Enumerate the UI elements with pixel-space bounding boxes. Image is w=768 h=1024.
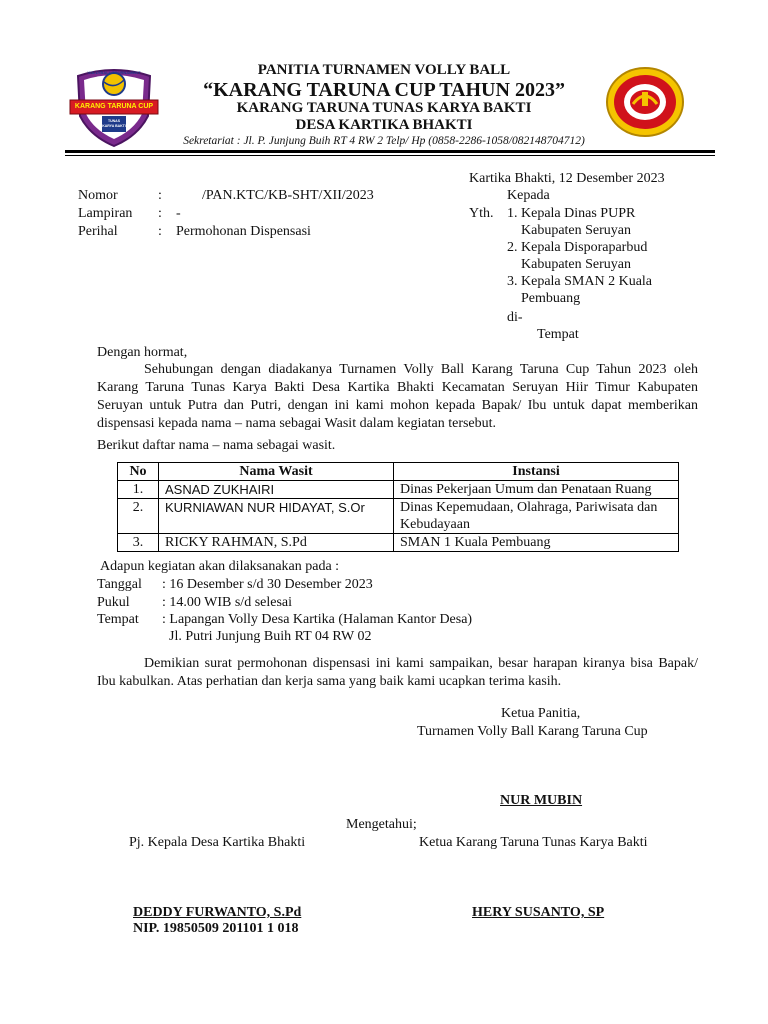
table-row	[118, 499, 679, 534]
closing-paragraph: Demikian surat permohonan dispensasi ini kami sampaikan, besar harapan kiranya bisa Bapak/ Ibu kabulkan. Atas perhatian dan kerja sama yang baik kami ucapkan terima kasih.	[97, 656, 698, 689]
acknowledged-label: Mengetahui;	[346, 817, 417, 832]
table-header-row	[118, 463, 679, 481]
table-row	[118, 534, 679, 552]
tanggal-label: Tanggal	[97, 577, 142, 592]
recipient-line: Kabupaten Seruyan	[521, 257, 632, 272]
recipient-line: Kabupaten Seruyan	[521, 223, 632, 238]
village-head-name: DEDDY FURWANTO, S.Pd	[133, 905, 302, 920]
youth-org-head-title: Ketua Karang Taruna Tunas Karya Bakti	[419, 835, 648, 850]
row-number: 3.	[118, 534, 159, 552]
perihal-label: Perihal	[78, 224, 118, 239]
village-name: DESA KARTIKA BHAKTI	[295, 117, 473, 133]
venue-label: Tempat	[97, 612, 139, 627]
pukul-label: Pukul	[97, 595, 130, 610]
row-number: 2.	[118, 499, 159, 534]
nomor-value: /PAN.KTC/KB-SHT/XII/2023	[202, 188, 374, 203]
chairman-organization: Turnamen Volly Ball Karang Taruna Cup	[417, 724, 648, 739]
kepada-label: Kepada	[507, 188, 550, 203]
letter-date: Kartika Bhakti, 12 Desember 2023	[469, 171, 665, 186]
referee-table	[117, 462, 679, 552]
recipient-line: 2. Kepala Disporaparbud	[507, 240, 648, 255]
recipient-line: Pembuang	[521, 291, 581, 306]
lampiran-value: -	[176, 206, 181, 221]
header-rule-thin	[65, 155, 715, 156]
table-row	[118, 481, 679, 499]
di-label: di-	[507, 310, 523, 325]
logo-bottom-text: TUNAS KARYA BAKTI	[102, 119, 126, 128]
venue-address: Jl. Putri Junjung Buih RT 04 RW 02	[169, 629, 372, 644]
referee-institution: SMAN 1 Kuala Pembuang	[394, 534, 679, 552]
committee-title: PANITIA TURNAMEN VOLLY BALL	[257, 62, 511, 78]
referee-name: ASNAD ZUKHAIRI	[159, 481, 394, 499]
logo-top-text: VOLLYBALL TOURNAMENT	[87, 70, 141, 75]
organization-name: KARANG TARUNA TUNAS KARYA BAKTI	[236, 100, 532, 116]
referee-name: RICKY RAHMAN, S.Pd	[159, 534, 394, 552]
youth-org-head-name: HERY SUSANTO, SP	[472, 905, 605, 920]
tempat-label: Tempat	[537, 327, 579, 342]
lampiran-label: Lampiran	[78, 206, 133, 221]
nomor-colon: :	[158, 188, 162, 203]
intro-paragraph: Sehubungan dengan diadakanya Turnamen Volly Ball Karang Taruna Cup Tahun 2023 oleh Karang Taruna Tunas Karya Bakti Desa Kartika Bhakti Kecamatan Seruyan Hiir Timur Kabupaten Seruyan untuk Putra dan Putri, dengan ini kami mohon kepada Bapak/ Ibu untuk dapat memberikan dispensasi kepada nama – nama sebagai Wasit dalam kegiatan tersebut.	[97, 362, 698, 431]
column-header: Nama Wasit	[159, 463, 394, 481]
village-head-nip: NIP. 19850509 201101 1 018	[133, 921, 299, 936]
referee-name: KURNIAWAN NUR HIDAYAT, S.Or	[159, 499, 394, 534]
chairman-title: Ketua Panitia,	[501, 706, 581, 721]
logo-banner-text: KARANG TARUNA CUP	[74, 103, 154, 110]
recipient-line: 3. Kepala SMAN 2 Kuala	[507, 274, 653, 289]
yth-label: Yth.	[469, 206, 494, 221]
recipient-line: 1. Kepala Dinas PUPR	[507, 206, 636, 221]
referee-institution: Dinas Kepemudaan, Olahraga, Pariwisata dan Kebudayaan	[394, 499, 679, 534]
cup-title: “KARANG TARUNA CUP TAHUN 2023”	[203, 79, 565, 101]
chairman-name: NUR MUBIN	[500, 793, 583, 808]
venue-value: : Lapangan Volly Desa Kartika (Halaman Kantor Desa)	[162, 612, 473, 627]
header-rule-thick	[65, 150, 715, 153]
greeting: Dengan hormat,	[97, 345, 188, 360]
nomor-label: Nomor	[78, 188, 118, 203]
column-header: Instansi	[394, 463, 679, 481]
column-header: No	[118, 463, 159, 481]
secretariat-address: Sekretariat : Jl. P. Junjung Buih RT 4 RW 2 Telp/ Hp (0858-2286-1058/082148704712)	[183, 135, 585, 147]
schedule-intro: Adapun kegiatan akan dilaksanakan pada :	[100, 559, 340, 574]
tanggal-value: : 16 Desember s/d 30 Desember 2023	[162, 577, 373, 592]
lampiran-colon: :	[158, 206, 162, 221]
perihal-colon: :	[158, 224, 162, 239]
perihal-value: Permohonan Dispensasi	[176, 224, 311, 239]
list-intro: Berikut daftar nama – nama sebagai wasit.	[97, 438, 336, 453]
pukul-value: : 14.00 WIB s/d selesai	[162, 595, 293, 610]
referee-institution: Dinas Pekerjaan Umum dan Penataan Ruang	[394, 481, 679, 499]
village-head-title: Pj. Kepala Desa Kartika Bhakti	[129, 835, 306, 850]
row-number: 1.	[118, 481, 159, 499]
